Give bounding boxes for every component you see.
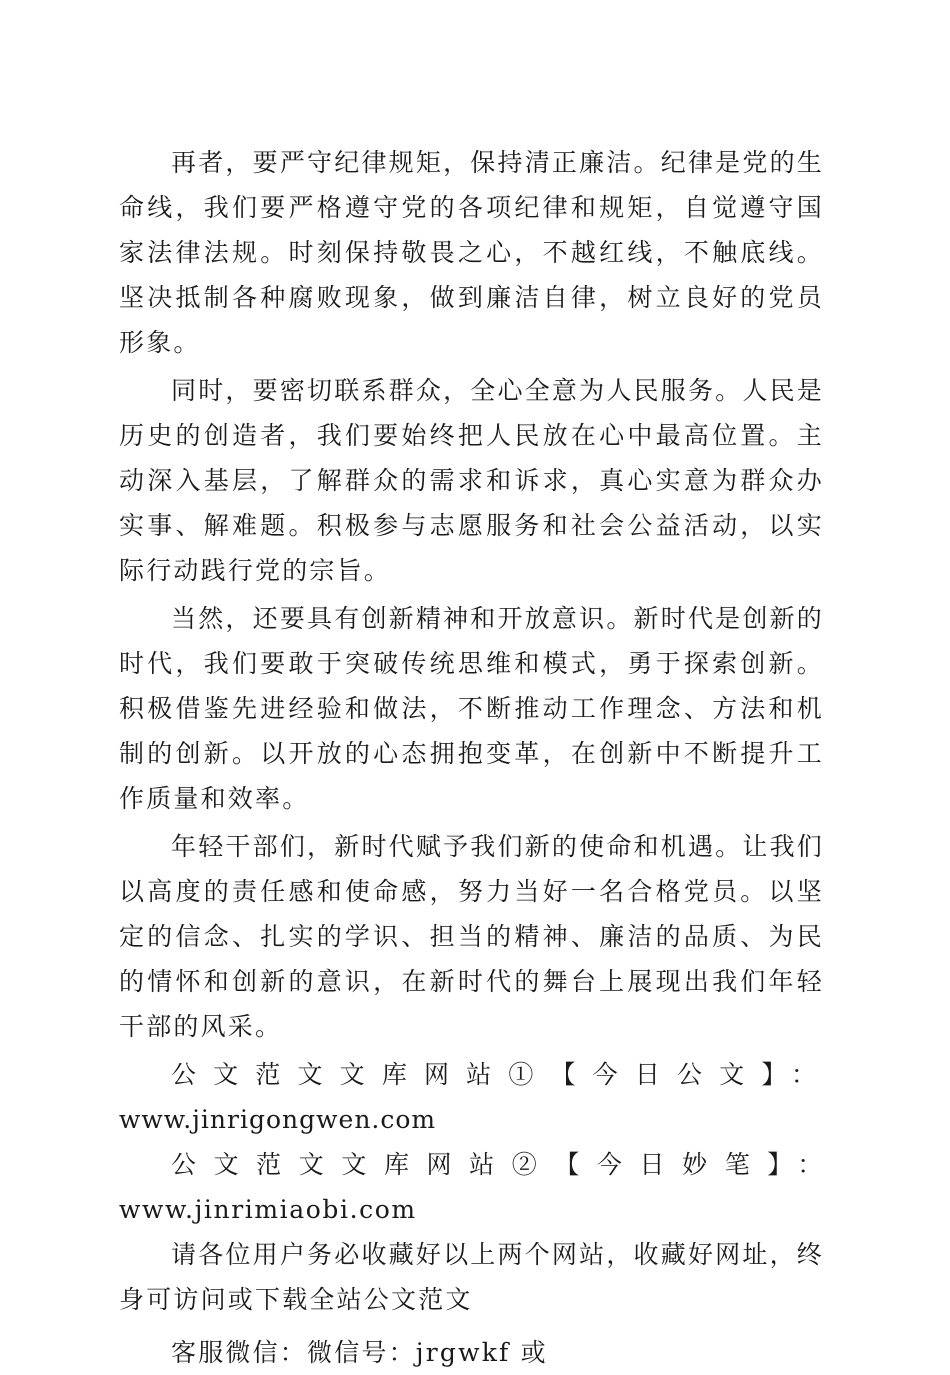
site1-label: 公文范文文库网站①【今日公文】： [171, 1060, 824, 1089]
document-body [119, 140, 824, 1375]
site1-url-link[interactable]: www.jinrigongwen.com [119, 1105, 437, 1134]
paragraph-innovation: 当然，还要具有创新精神和开放意识。新时代是创新的时代，我们要敢于突破传统思维和模式，勇于探索创新。积极借鉴先进经验和做法，不断推动工作理念、方法和机制的创新。以开放的心态拥抱变革，在创新中不断提升工作质量和效率。 [119, 604, 824, 813]
bookmark-reminder: 请各位用户务必收藏好以上两个网站，收藏好网址，终身可访问或下载全站公文范文 [119, 1240, 824, 1314]
paragraph-masses: 同时，要密切联系群众，全心全意为人民服务。人民是历史的创造者，我们要始终把人民放在心中最高位置。主动深入基层，了解群众的需求和诉求，真心实意为群众办实事、解难题。积极参与志愿服务和社会公益活动，以实际行动践行党的宗旨。 [119, 376, 824, 585]
customer-service-wechat: 客服微信：微信号：jrgwkf 或 [171, 1338, 548, 1367]
paragraph-discipline: 再者，要严守纪律规矩，保持清正廉洁。纪律是党的生命线，我们要严格遵守党的各项纪律和规矩，自觉遵守国家法律法规。时刻保持敬畏之心，不越红线，不触底线。坚决抵制各种腐败现象，做到廉洁自律，树立良好的党员形象。 [119, 148, 824, 357]
paragraph-young-cadres: 年轻干部们，新时代赋予我们新的使命和机遇。让我们以高度的责任感和使命感，努力当好一名合格党员。以坚定的信念、扎实的学识、担当的精神、廉洁的品质、为民的情怀和创新的意识，在新时代的舞台上展现出我们年轻干部的风采。 [119, 832, 824, 1041]
site2-line[interactable]: 公文范文文库网站②【今日妙笔】：www.jinrimiaobi.com [119, 1150, 824, 1224]
